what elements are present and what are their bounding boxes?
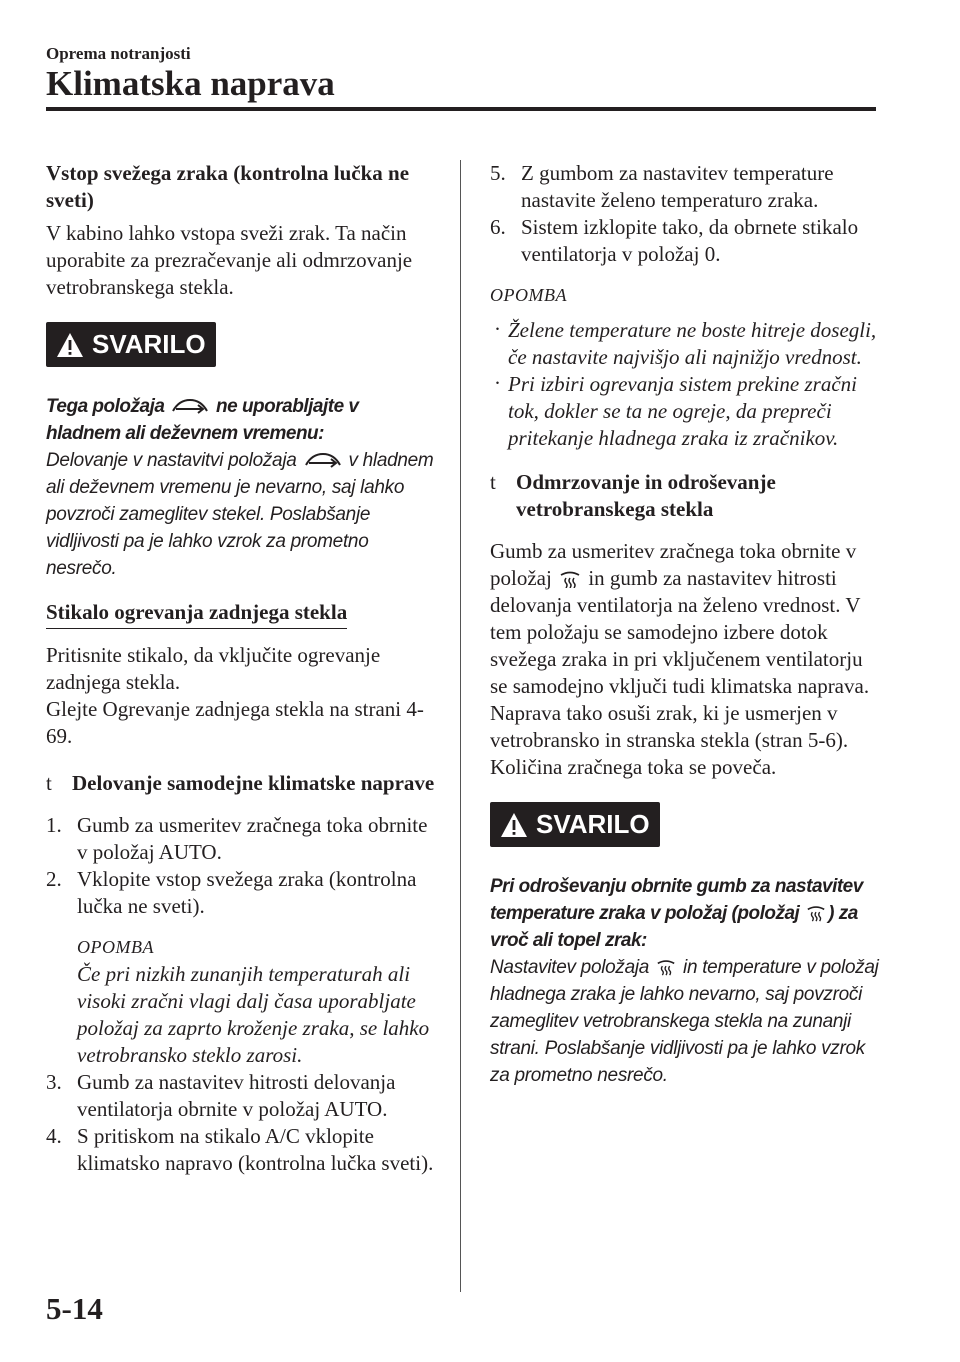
bullet-dot: · (494, 371, 501, 395)
warning-heading-part: ne uporabljajte v hladnem ali deževnem vremenu: (46, 396, 359, 444)
step-number: 1. (46, 813, 62, 837)
heading-bullet: t (490, 470, 496, 494)
warning-heading-part: Tega položaja (46, 396, 165, 417)
defrost-text-part: Gumb za usmeritev zračnega toka obrnite v položaj (490, 539, 857, 590)
warning-body-part: Nastavitev položaja (490, 957, 650, 978)
list-item (490, 371, 885, 452)
warning-heading-part: Pri odroševanju obrnite gumb za nastavitev temperature zraka v položaj (položaj (490, 876, 863, 924)
warning-badge-label: SVARILO (536, 809, 650, 839)
header-rule (46, 107, 876, 111)
list-item (46, 1069, 436, 1123)
column-divider (460, 160, 461, 1292)
list-item (46, 812, 436, 866)
warning-box-2 (490, 802, 885, 1089)
warning-body-part: Delovanje v nastavitvi položaja (46, 450, 297, 471)
page-number: 5-14 (46, 1291, 103, 1326)
step-text: S pritiskom na stikalo A/C vklopite klimatsko napravo (kontrolna lučka sveti). (77, 1124, 434, 1175)
note-label: OPOMBA (490, 285, 567, 305)
note-block (77, 934, 436, 1069)
warning-body (490, 954, 885, 1089)
warning-triangle-icon (56, 332, 84, 358)
note-bullet-text: Pri izbiri ogrevanja sistem prekine zračni tok, dokler se ta ne ogreje, da prepreči pritekanje hladnega zraka iz zračnikov. (508, 372, 857, 450)
step-number: 5. (490, 161, 506, 185)
step-text: Z gumbom za nastavitev temperature nastavite želeno temperaturo zraka. (521, 161, 834, 212)
auto-operation-heading (46, 770, 436, 797)
list-item (490, 317, 885, 371)
warning-triangle-icon (500, 812, 528, 838)
warning-body-part: v hladnem ali deževnem vremenu je nevarno, saj lahko povzroči zameglitev stekel. Poslabšanje vidljivosti pa je lahko vzrok za prometno nesrečo. (46, 450, 434, 579)
warning-heading (46, 393, 436, 447)
step-number: 6. (490, 215, 506, 239)
warning-badge (490, 802, 660, 847)
windshield-defroster-icon (806, 904, 826, 922)
warning-heading-part: ) za vroč ali topel zrak: (490, 903, 858, 951)
auto-operation-heading-text: Delovanje samodejne klimatske naprave (72, 771, 435, 795)
list-item (46, 866, 436, 1069)
fresh-air-text: V kabino lahko vstopa sveži zrak. Ta način uporabite za prezračevanje ali odmrzovanje vetrobranskega stekla. (46, 221, 413, 299)
step-number: 3. (46, 1070, 62, 1094)
step-text: Vklopite vstop svežega zraka (kontrolna lučka ne sveti). (77, 867, 417, 918)
windshield-defroster-icon (559, 570, 581, 588)
warning-badge-label: SVARILO (92, 329, 206, 359)
left-column (46, 160, 436, 1177)
rear-defog-text: Pritisnite stikalo, da vključite ogrevanje zadnjega stekla. (46, 643, 381, 694)
step-text: Sistem izklopite tako, da obrnete stikalo ventilatorja v položaj 0. (521, 215, 859, 266)
page-title: Klimatska naprava (46, 64, 335, 103)
note-text: Če pri nizkih zunanjih temperaturah ali visoki zračni vlagi dalj časa uporabljate položaj za zaprto kroženje zraka, se lahko vetrobransko steklo zarosi. (77, 962, 430, 1067)
list-item (46, 1123, 436, 1177)
warning-badge (46, 322, 216, 367)
list-item (490, 214, 885, 268)
note-label: OPOMBA (77, 937, 154, 957)
fresh-air-intake-icon (304, 451, 342, 469)
step-number: 4. (46, 1124, 62, 1148)
defrost-text (490, 538, 885, 781)
rear-defog-ref: Glejte Ogrevanje zadnjega stekla na strani 4-69. (46, 697, 424, 748)
defrost-text-part: in gumb za nastavitev hitrosti delovanja ventilatorja na želeno vrednost. V tem položaju se samodejno izbere dotok svežega zraka in pri vključenem ventilatorju se samodejno vključi tudi klimatska naprava. Naprava tako osuši zrak, ki je usmerjen v vetrobransko in stranska stekla (stran 5-6). Količina zračnega toka se poveča. (490, 566, 870, 779)
windshield-defroster-icon (656, 958, 676, 976)
note-bullet-list (490, 317, 885, 452)
right-column (490, 160, 885, 1089)
step-text: Gumb za nastavitev hitrosti delovanja ventilatorja obrnite v položaj AUTO. (77, 1070, 396, 1121)
warning-heading (490, 873, 885, 954)
fresh-air-heading: Vstop svežega zraka (kontrolna lučka ne sveti) (46, 161, 410, 212)
heading-bullet: t (46, 771, 52, 795)
rear-defog-heading: Stikalo ogrevanja zadnjega stekla (46, 599, 347, 629)
defrost-heading-text: Odmrzovanje in odroševanje vetrobranskega stekla (516, 470, 776, 521)
section-label: Oprema notranjosti (46, 44, 191, 63)
list-item (490, 160, 885, 214)
defrost-heading (490, 469, 885, 523)
warning-body-part: in temperature v položaj hladnega zraka je lahko nevarno, saj povzroči zameglitev vetrobranskega stekla na zunanji strani. Poslabšanje vidljivosti pa je lahko vzrok za prometno nesrečo. (490, 957, 879, 1086)
manual-steps-list (490, 160, 885, 268)
bullet-dot: · (494, 317, 501, 341)
fresh-air-intake-icon (171, 397, 209, 415)
auto-steps-list (46, 812, 436, 1177)
warning-body (46, 447, 436, 582)
step-text: Gumb za usmeritev zračnega toka obrnite v položaj AUTO. (77, 813, 428, 864)
warning-box-1 (46, 322, 436, 582)
note-bullet-text: Želene temperature ne boste hitreje dosegli, če nastavite najvišjo ali najnižjo vrednost. (508, 318, 877, 369)
step-number: 2. (46, 867, 62, 891)
